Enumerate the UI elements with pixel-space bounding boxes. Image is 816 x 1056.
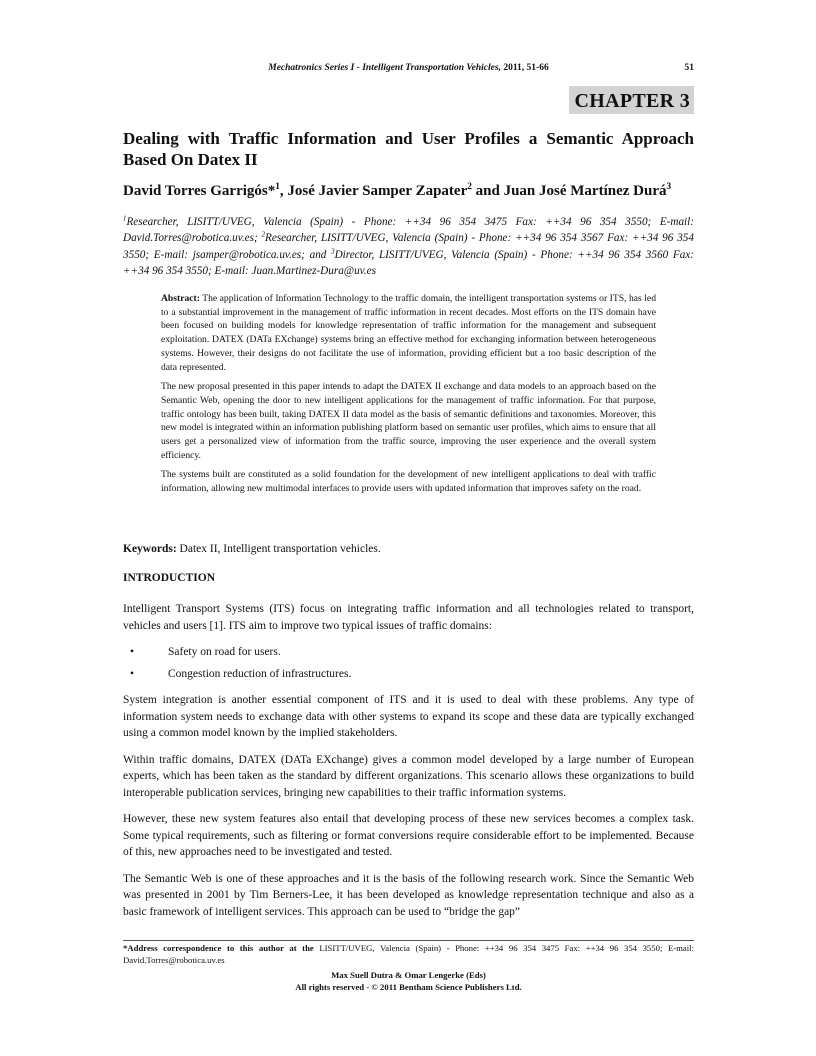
author-list bbox=[123, 183, 694, 200]
bullet-icon: • bbox=[130, 667, 135, 680]
keywords bbox=[123, 543, 381, 555]
list-item bbox=[123, 644, 694, 661]
affil-sup: 1 bbox=[123, 214, 127, 223]
page-number: 51 bbox=[684, 63, 694, 73]
affiliation-text: Director, LISITT/UVEG, Valencia (Spain) - Phone: ++34 96 354 3560 Fax: ++34 96 354 3550; E-mail: Juan.Martinez-Dura@uv.es bbox=[123, 248, 694, 277]
author-separator: and bbox=[471, 183, 504, 199]
bullet-icon: • bbox=[130, 646, 135, 658]
affiliation-text: Researcher, LISITT/UVEG, Valencia (Spain) - Phone: ++34 96 354 3567 Fax: ++34 96 354 3550; E-mail: jsamper@robotica.uv.es; and bbox=[123, 232, 694, 261]
body-text bbox=[123, 601, 694, 930]
keywords-label: Keywords: bbox=[123, 543, 177, 555]
body-paragraph: Intelligent Transport Systems (ITS) focus on integrating traffic information and all technologies related to transport, vehicles and users [1]. ITS aim to improve two typical issues of traffic domains: bbox=[123, 603, 694, 632]
body-paragraph: The Semantic Web is one of these approaches and it is the basis of the following research work. Since the Semantic Web was presented in 2001 by Tim Berners-Lee, it has been developed as knowledge representation technique and also as a basic framework of intelligent services. This approach can be used to “bridge the gap” bbox=[123, 872, 694, 918]
editors: Max Suell Dutra & Omar Lengerke (Eds) bbox=[331, 970, 486, 980]
author-sup: 3 bbox=[666, 182, 672, 192]
footnote bbox=[123, 943, 694, 966]
chapter-label: CHAPTER 3 bbox=[569, 86, 694, 114]
section-heading: INTRODUCTION bbox=[123, 572, 216, 584]
footnote-label: *Address correspondence to this author at the bbox=[123, 943, 314, 953]
author-sup: 1 bbox=[275, 182, 280, 192]
body-paragraph: Within traffic domains, DATEX (DATa EXchange) gives a common model developed by a large number of European experts, which has been taken as the standard by different organizations. This scenario allows these organizations to build interoperable publication services, bringing new capabilities to their traffic information systems. bbox=[123, 753, 694, 799]
paper-title: Dealing with Traffic Information and User Profiles a Semantic Approach Based On Datex II bbox=[123, 129, 694, 169]
publisher-info bbox=[123, 969, 694, 993]
copyright: All rights reserved - © 2011 Bentham Science Publishers Ltd. bbox=[295, 982, 522, 992]
abstract-paragraph: The new proposal presented in this paper intends to adapt the DATEX II exchange and data models to an approach based on the Semantic Web, opening the door to new intelligent applications for the management of traffic information. For that purpose, traffic ontology has been built, taking DATEX II data model as the basis of semantic definitions and taxonomies. Moreover, this new model is integrated within an information publishing platform based on semantic user profiles, which aims to ensure that all users get a personalized view of information from the traffic source, improving the user experience and the overall system efficiency. bbox=[161, 381, 656, 461]
list-item bbox=[123, 666, 694, 683]
journal-name: Mechatronics Series I - Intelligent Transportation Vehicles, bbox=[268, 63, 501, 73]
author-name: Juan José Martínez Durá bbox=[503, 183, 667, 199]
journal-citation bbox=[123, 63, 694, 73]
abstract-paragraph bbox=[161, 292, 656, 374]
list-item-text: Congestion reduction of infrastructures. bbox=[168, 667, 352, 680]
affil-sup: 2 bbox=[261, 230, 266, 239]
body-paragraph: System integration is another essential component of ITS and it is used to deal with these problems. Any type of information system needs to exchange data with other systems to expand its scope and these data are typically exchanged using a common model known by the implied stakeholders. bbox=[123, 694, 694, 739]
abstract bbox=[161, 292, 656, 502]
abstract-text: The application of Information Technology to the traffic domain, the intelligent transportation systems or ITS, has led to a substantial improvement in the management of traffic information in recent decades. Most efforts on the ITS domain have been focused on building models for knowledge representation of traffic information for the management and subsequent exploitation. DATEX (DATa EXchange) systems bring an effective method for exchanging information between heterogeneous systems. However, their designs do not facilitate the use of information, providing efficient but a too basic description of the data represented. bbox=[161, 293, 656, 373]
footnote-divider bbox=[123, 940, 694, 941]
author-sup: 2 bbox=[467, 182, 472, 192]
author-name: David Torres Garrigós* bbox=[123, 183, 276, 199]
keywords-text: Datex II, Intelligent transportation vehicles. bbox=[176, 543, 381, 555]
bullet-list bbox=[123, 644, 694, 682]
affiliation-text: Researcher, LISITT/UVEG, Valencia (Spain) - Phone: ++34 96 354 3475 Fax: ++34 96 354 3550; E-mail: David.Torres@robotica.uv.es; bbox=[123, 216, 694, 245]
abstract-label: Abstract: bbox=[161, 293, 200, 304]
footnote-text: LISITT/UVEG, Valencia (Spain) - Phone: ++34 96 354 3475 Fax: ++34 96 354 3550; E-mail: David.Torres@robotica.uv.es bbox=[123, 943, 694, 965]
body-paragraph: However, these new system features also entail that developing process of these new services becomes a complex task. Some typical requirements, such as filtering or format conversions require considerable effort to be implemented. Because of this, new approaches need to be investigated and tested. bbox=[123, 813, 694, 858]
list-item-text: Safety on road for users. bbox=[168, 646, 281, 658]
affil-sup: 3 bbox=[331, 246, 335, 255]
affiliations bbox=[123, 214, 694, 279]
author-separator: , bbox=[279, 183, 288, 199]
author-name: José Javier Samper Zapater bbox=[287, 183, 468, 199]
year-pages: 2011, 51-66 bbox=[500, 63, 549, 73]
abstract-paragraph: The systems built are constituted as a solid foundation for the development of new intelligent applications to deal with traffic information, allowing new multimodal interfaces to provide users with updated information that improves safety on the road. bbox=[161, 469, 656, 495]
